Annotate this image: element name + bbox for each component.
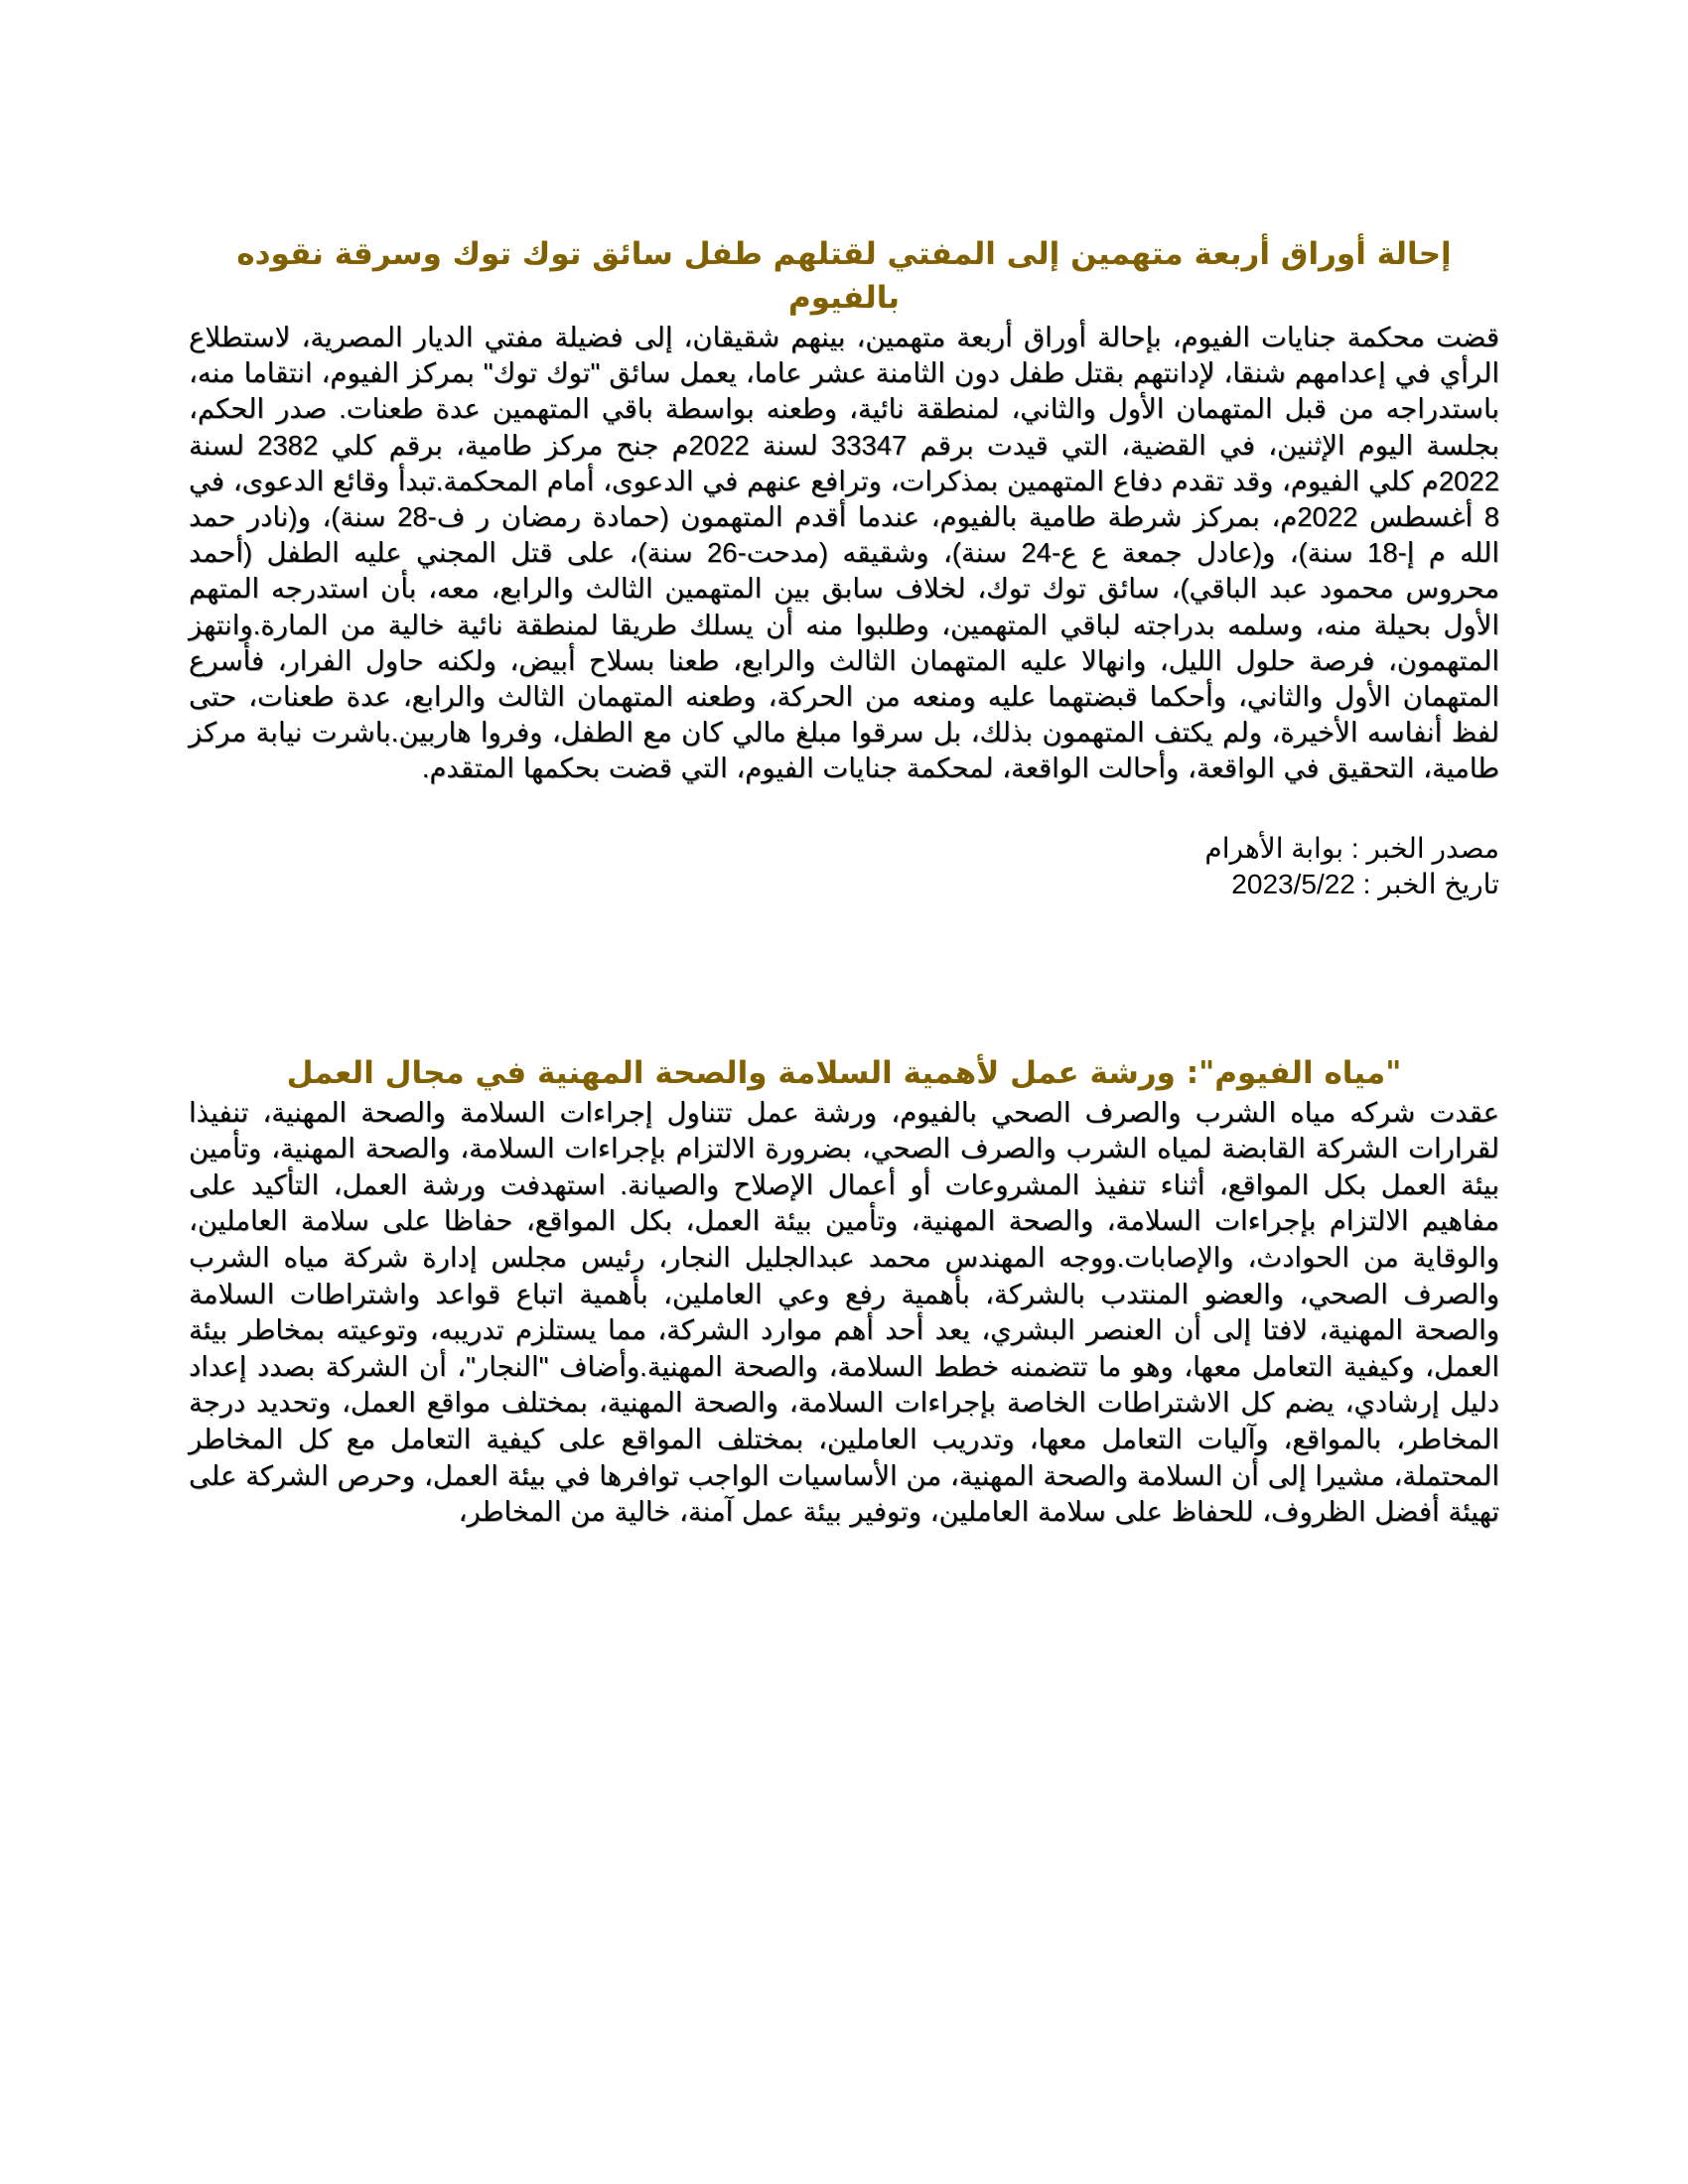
news-source: مصدر الخبر : بوابة الأهرام [1204,832,1499,864]
article-body: قضت محكمة جنايات الفيوم، بإحالة أوراق أربعة متهمين، بينهم شقيقان، إلى فضيلة مفتي الديار المصرية، لاستطلاع الرأي في إعدامهم شنقا، لإدانتهم بقتل طفل دون الثامنة عشر عاما، يعمل سائق "توك توك" بمركز الفيوم، انتقاما منه، باستدراجه من قبل المتهمان الأول والثاني، لمنطقة نائية، وطعنه بواسطة باقي المتهمين عدة طعنات. صدر الحكم، بجلسة اليوم الإثنين، في القضية، التي قيدت برقم 33347 لسنة 2022م جنح مركز طامية، برقم كلي 2382 لسنة 2022م كلي الفيوم، وقد تقدم دفاع المتهمين بمذكرات، وترافع عنهم في الدعوى، أمام المحكمة.تبدأ وقائع الدعوى، في 8 أغسطس 2022م، بمركز شرطة طامية بالفيوم، عندما أقدم المتهمون (حمادة رمضان ر ف-28 سنة)، و(نادر حمد الله م إ-18 سنة)، و(عادل جمعة ع ع-24 سنة)، وشقيقه (مدحت-26 سنة)، على قتل المجني عليه الطفل (أحمد محروس محمود عبد الباقي)، سائق توك توك، لخلاف سابق بين المتهمين الثالث والرابع، معه، بأن استدرجه المتهم الأول بحيلة منه، وسلمه بدراجته لباقي المتهمين، وطلبوا منه أن يسلك طريقا لمنطقة نائية خالية من المارة.وانتهز المتهمون، فرصة حلول الليل، وانهالا عليه المتهمان الثالث والرابع، طعنا بسلاح أبيض، ولكنه حاول الفرار، فأسرع المتهمان الأول والثاني، وأحكما قبضتهما عليه ومنعه من الحركة، وطعنه المتهمان الثالث والرابع، عدة طعنات، حتى لفظ أنفاسه الأخيرة، ولم يكتف المتهمون بذلك، بل سرقوا مبلغ مالي كان مع الطفل، وفروا هاربين.باشرت نيابة مركز طامية، التحقيق في الواقعة، وأحالت الواقعة، لمحكمة جنايات الفيوم، التي قضت بحكمها المتقدم. [189,322,1500,784]
article-fayoum-court [189,232,1499,902]
article-meta [189,831,1499,902]
document-page [189,0,1499,1531]
article-body: عقدت شركه مياه الشرب والصرف الصحي بالفيوم، ورشة عمل تتناول إجراءات السلامة والصحة المهنية، تنفيذا لقرارات الشركة القابضة لمياه الشرب والصرف الصحي، بضرورة الالتزام بإجراءات السلامة، والصحة المهنية، وتأمين بيئة العمل بكل المواقع، أثناء تنفيذ المشروعات أو أعمال الإصلاح والصيانة. استهدفت ورشة العمل، التأكيد على مفاهيم الالتزام بإجراءات السلامة، والصحة المهنية، وتأمين بيئة العمل، بكل المواقع، حفاظا على سلامة العاملين، والوقاية من الحوادث، والإصابات.ووجه المهندس محمد عبدالجليل النجار، رئيس مجلس إدارة شركة مياه الشرب والصرف الصحي، والعضو المنتدب بالشركة، بأهمية رفع وعي العاملين، بأهمية اتباع قواعد واشتراطات السلامة والصحة المهنية، لافتا إلى أن العنصر البشري، يعد أحد أهم موارد الشركة، مما يستلزم تدريبه، وتوعيته بمخاطر بيئة العمل، وكيفية التعامل معها، وهو ما تتضمنه خطط السلامة، والصحة المهنية.وأضاف "النجار"، أن الشركة بصدد إعداد دليل إرشادي، يضم كل الاشتراطات الخاصة بإجراءات السلامة، والصحة المهنية، بمختلف مواقع العمل، وتحديد درجة المخاطر، بالمواقع، وآليات التعامل معها، وتدريب العاملين، بمختلف المواقع على كيفية التعامل مع كل المخاطر المحتملة، مشيرا إلى أن السلامة والصحة المهنية، من الأساسيات الواجب توافرها في بيئة العمل، وحرص الشركة على تهيئة أفضل الظروف، للحفاظ على سلامة العاملين، وتوفير بيئة عمل آمنة، خالية من المخاطر، [189,1096,1499,1528]
article-title: إحالة أوراق أربعة متهمين إلى المفتي لقتلهم طفل سائق توك توك وسرقة نقوده بالفيوم [236,236,1452,316]
article-title: "مياه الفيوم": ورشة عمل لأهمية السلامة والصحة المهنية في مجال العمل [286,1054,1402,1091]
news-date: تاريخ الخبر : 2023/5/22 [1231,868,1499,899]
article-fayoum-water [189,1051,1499,1531]
